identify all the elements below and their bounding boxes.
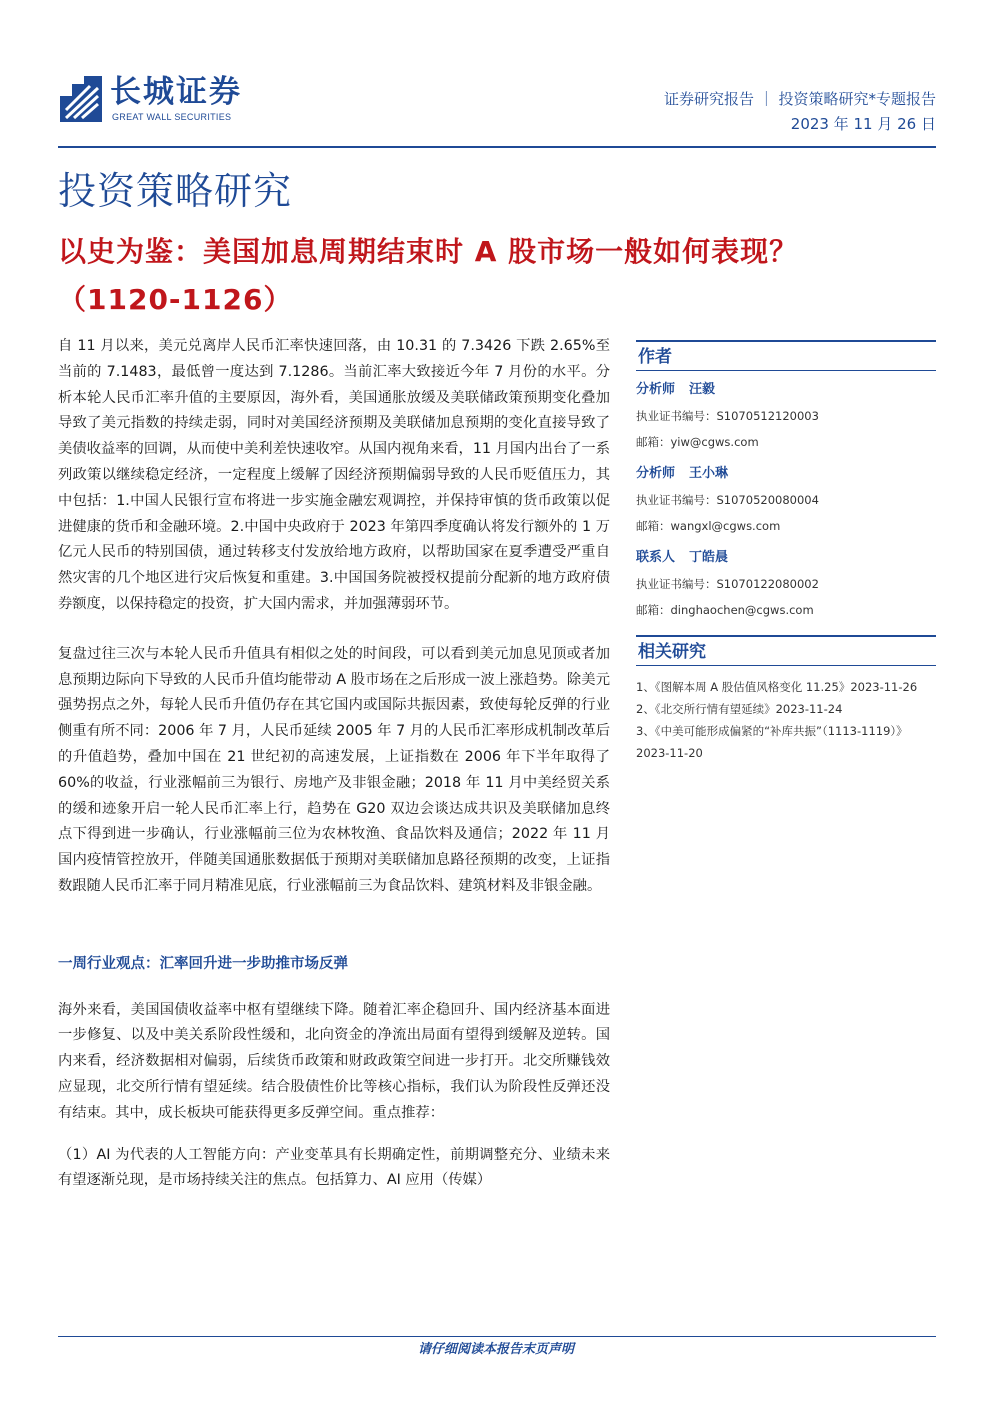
section-title: 投资策略研究 <box>58 169 293 213</box>
sidebar <box>636 340 936 764</box>
cert-label: 执业证书编号： <box>636 577 717 591</box>
cert-number: S1070122080002 <box>716 577 819 591</box>
author-email[interactable]: dinghaochen@cgws.com <box>670 603 814 617</box>
related-research-item[interactable]: 1、《图解本周 A 股估值风格变化 11.25》2023-11-26 <box>636 680 918 694</box>
author-role: 分析师 <box>636 466 676 481</box>
cert-number: S1070512120003 <box>716 409 819 423</box>
report-title-line2: （1120-1126） <box>58 283 293 316</box>
author-email[interactable]: wangxl@cgws.com <box>670 519 781 533</box>
report-meta <box>664 88 936 136</box>
author-name: 汪毅 <box>689 382 716 397</box>
email-label: 邮箱： <box>636 435 671 449</box>
report-title <box>58 228 938 324</box>
header-divider <box>58 146 936 148</box>
report-date: 2023 年 11 月 26 日 <box>790 115 936 133</box>
paragraph-weekly-view: 海外来看，美国国债收益率中枢有望继续下降。随着汇率企稳回升、国内经济基本面进一步修复、以及中美关系阶段性缓和，北向资金的净流出局面有望得到缓解及逆转。国内来看，经济数据相对偏弱，后续货币政策和财政政策空间进一步打开。北交所赚钱效应显现，北交所行情有望延续。结合股债性价比等核心指标，我们认为阶段性反弹还没有结束。其中，成长板块可能获得更多反弹空间。重点推荐： <box>58 1001 610 1121</box>
paragraph-intro: 自 11 月以来，美元兑离岸人民币汇率快速回落，由 10.31 的 7.3426 下跌 2.65%至当前的 7.1483，最低曾一度达到 7.1286。当前汇率大致接近今年 7 月份的水平。分析本轮人民币汇率升值的主要原因，海外看，美国通胀放缓及美联储政策预期变化叠加导致了美元指数的持续走弱，同时对美国经济预期及美联储加息预期的变化直接导致了美债收益率的回调，从而使中美利差快速收窄。从国内视角来看，11 月国内出台了一系列政策以继续稳定经济，一定程度上缓解了因经济预期偏弱导致的人民币贬值压力，其中包括：1.中国人民银行宣布将进一步实施金融宏观调控，并保持审慎的货币政策以促进健康的货币和金融环境。2.中国中央政府于 2023 年第四季度确认将发行额外的 1 万亿元人民币的特别国债，通过转移支付发放给地方政府，以帮助国家在夏季遭受严重自然灾害的几个地区进行灾后恢复和重建。3.中国国务院被授权提前分配新的地方政府债券额度，以保持稳定的投资，扩大国内需求，并加强薄弱环节。 <box>58 338 610 612</box>
cert-label: 执业证书编号： <box>636 409 717 423</box>
paragraph-recommendation-1: （1）AI 为代表的人工智能方向：产业变革具有长期确定性，前期调整充分、业绩未来有望逐渐兑现，是市场持续关注的焦点。包括算力、AI 应用（传媒） <box>58 1146 610 1189</box>
author-block <box>636 545 936 623</box>
weekly-view-heading: 一周行业观点：汇率回升进一步助推市场反弹 <box>58 955 348 972</box>
cert-label: 执业证书编号： <box>636 493 717 507</box>
related-research-list <box>636 676 936 764</box>
cert-number: S1070520080004 <box>716 493 819 507</box>
author-block <box>636 461 936 539</box>
author-name: 王小琳 <box>689 466 729 481</box>
email-label: 邮箱： <box>636 603 671 617</box>
footer-divider <box>58 1336 936 1337</box>
authors-heading: 作者 <box>636 340 936 371</box>
main-body <box>58 334 610 1194</box>
paragraph-history: 复盘过往三次与本轮人民币升值具有相似之处的时间段，可以看到美元加息见顶或者加息预期边际向下导致的人民币升值均能带动 A 股市场在之后形成一波上涨趋势。除美元强势拐点之外，每轮人民币升值仍存在其它国内或国际共振因素，致使每轮反弹的行业侧重有所不同：2006 年 7 月，人民币延续 2005 年 7 月的人民币汇率形成机制改革后的升值趋势，叠加中国在 21 世纪初的高速发展，上证指数在 2006 年下半年取得了 60%的收益，行业涨幅前三为银行、房地产及非银金融；2018 年 11 月中美经贸关系的缓和迹象开启一轮人民币汇率上行，趋势在 G20 双边会谈达成共识及美联储加息终点下得到进一步确认，行业涨幅前三位为农林牧渔、食品饮料及通信；2022 年 11 月国内疫情管控放开，伴随美国通胀数据低于预期对美联储加息路径预期的改变，上证指数跟随人民币汇率于同月精准见底，行业涨幅前三为食品饮料、建筑材料及非银金融。 <box>58 645 610 894</box>
author-role: 分析师 <box>636 382 676 397</box>
report-type: 证券研究报告 ｜ 投资策略研究*专题报告 <box>663 90 936 108</box>
company-logo <box>58 70 258 130</box>
report-title-line1: 以史为鉴：美国加息周期结束时 A 股市场一般如何表现？ <box>58 235 799 268</box>
disclaimer-footer: 请仔细阅读本报告末页声明 <box>417 1342 574 1357</box>
related-research-heading: 相关研究 <box>636 635 936 666</box>
logo-text-en: GREAT WALL SECURITIES <box>112 112 232 122</box>
author-email[interactable]: yiw@cgws.com <box>670 435 759 449</box>
author-role: 联系人 <box>636 550 676 565</box>
related-research-item[interactable]: 3、《中美可能形成偏紧的“补库共振”（1113-1119）》 <box>636 724 908 738</box>
author-name: 丁皓晨 <box>689 550 729 565</box>
logo-text-cn: 长城证券 <box>110 74 242 110</box>
author-block <box>636 377 936 455</box>
related-research-item-date: 2023-11-20 <box>636 746 703 760</box>
related-research-item[interactable]: 2、《北交所行情有望延续》2023-11-24 <box>636 702 843 716</box>
email-label: 邮箱： <box>636 519 671 533</box>
great-wall-logo-icon <box>58 74 104 124</box>
